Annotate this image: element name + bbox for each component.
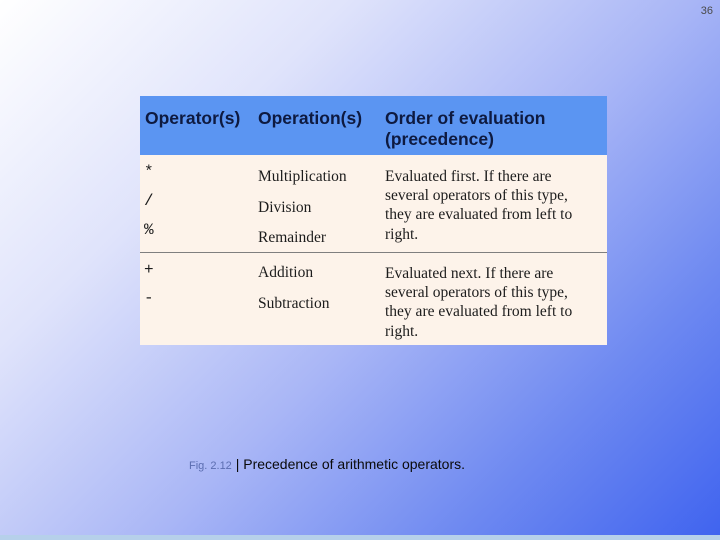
order-line: they are evaluated from left to [385,303,573,320]
header-operations: Operation(s) [258,108,363,128]
operator-multiply: * [144,163,154,181]
order-line: they are evaluated from left to [385,206,573,223]
operator-divide: / [144,192,154,210]
operation-remainder: Remainder [258,229,327,246]
order-line: several operators of this type, [385,187,568,204]
header-operators: Operator(s) [145,108,241,128]
bottom-bar [0,535,720,540]
order-line: Evaluated first. If there are [385,168,552,185]
figure-caption [189,456,465,472]
page-number: 36 [700,5,713,17]
operator-remainder: % [144,221,154,239]
header-order: Order of evaluation [385,108,546,128]
order-line: several operators of this type, [385,284,568,301]
order-line: Evaluated next. If there are [385,265,554,282]
precedence-table [140,96,607,345]
operation-multiplication: Multiplication [258,168,347,185]
caption-separator: | [235,456,240,472]
operation-subtraction: Subtraction [258,295,330,312]
operator-minus: - [144,289,154,307]
header-precedence: (precedence) [385,129,494,149]
order-line: right. [385,226,419,243]
order-line: right. [385,323,419,340]
caption-text: Precedence of arithmetic operators. [243,456,466,472]
table-header [140,96,607,155]
figure-label: Fig. 2.12 [189,460,232,472]
row-divider [140,252,607,253]
operation-division: Division [258,199,312,216]
operator-plus: + [144,261,154,279]
operation-addition: Addition [258,264,314,281]
